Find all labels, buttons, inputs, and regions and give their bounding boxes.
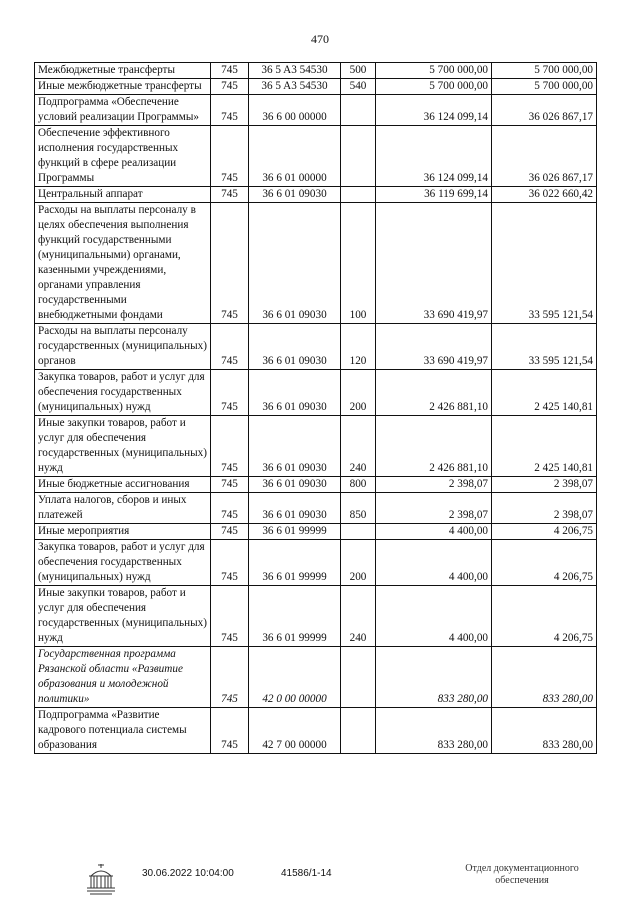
footer-department-line2: обеспечения — [495, 875, 549, 886]
row-expense-type — [341, 647, 376, 708]
row-amount-plan: 2 426 881,10 — [376, 370, 492, 416]
row-amount-actual: 2 425 140,81 — [492, 416, 597, 477]
row-expense-type — [341, 126, 376, 187]
row-amount-plan: 2 426 881,10 — [376, 416, 492, 477]
row-amount-plan: 833 280,00 — [376, 708, 492, 754]
row-name: Государственная программа Рязанской области «Развитие образования и молодежной политики» — [35, 647, 211, 708]
row-amount-actual: 4 206,75 — [492, 524, 597, 540]
row-expense-type — [341, 708, 376, 754]
row-amount-actual: 4 206,75 — [492, 540, 597, 586]
row-amount-actual: 2 398,07 — [492, 493, 597, 524]
row-expense-type: 800 — [341, 477, 376, 493]
table-row — [35, 540, 597, 586]
row-amount-plan: 2 398,07 — [376, 493, 492, 524]
row-name: Подпрограмма «Обеспечение условий реализации Программы» — [35, 95, 211, 126]
row-name: Расходы на выплаты персоналу государственных (муниципальных) органов — [35, 324, 211, 370]
row-amount-actual: 33 595 121,54 — [492, 203, 597, 324]
table-row — [35, 324, 597, 370]
row-amount-actual: 36 022 660,42 — [492, 187, 597, 203]
row-amount-plan: 33 690 419,97 — [376, 324, 492, 370]
row-expense-type: 100 — [341, 203, 376, 324]
row-expense-type: 200 — [341, 540, 376, 586]
page-number: 470 — [311, 32, 329, 46]
row-name: Закупка товаров, работ и услуг для обеспечения государственных (муниципальных) нужд — [35, 540, 211, 586]
row-amount-plan: 2 398,07 — [376, 477, 492, 493]
row-target-code: 36 6 00 00000 — [249, 95, 341, 126]
row-ministry-code: 745 — [211, 524, 249, 540]
row-name: Подпрограмма «Развитие кадрового потенциала системы образования — [35, 708, 211, 754]
row-ministry-code: 745 — [211, 203, 249, 324]
row-name: Иные закупки товаров, работ и услуг для обеспечения государственных (муниципальных) нужд — [35, 586, 211, 647]
table-row — [35, 477, 597, 493]
row-amount-actual: 5 700 000,00 — [492, 63, 597, 79]
row-expense-type: 850 — [341, 493, 376, 524]
row-name: Иные закупки товаров, работ и услуг для обеспечения государственных (муниципальных) нужд — [35, 416, 211, 477]
row-amount-actual: 36 026 867,17 — [492, 126, 597, 187]
row-target-code: 42 7 00 00000 — [249, 708, 341, 754]
row-amount-actual: 33 595 121,54 — [492, 324, 597, 370]
row-name: Обеспечение эффективного исполнения государственных функций в сфере реализации Программы — [35, 126, 211, 187]
row-amount-plan: 36 124 099,14 — [376, 95, 492, 126]
row-ministry-code: 745 — [211, 370, 249, 416]
footer-date: 30.06.2022 10:04:00 — [142, 868, 234, 879]
row-amount-plan: 4 400,00 — [376, 586, 492, 647]
table-row — [35, 63, 597, 79]
row-ministry-code: 745 — [211, 95, 249, 126]
row-name: Расходы на выплаты персоналу в целях обеспечения выполнения функций государственными (муниципальными) органами, казенными учреждениями, органами управления государственными внебюджетными фондами — [35, 203, 211, 324]
government-building-icon — [84, 862, 118, 896]
row-amount-plan: 5 700 000,00 — [376, 79, 492, 95]
row-amount-actual: 5 700 000,00 — [492, 79, 597, 95]
row-amount-actual: 36 026 867,17 — [492, 95, 597, 126]
row-amount-plan: 833 280,00 — [376, 647, 492, 708]
row-target-code: 42 0 00 00000 — [249, 647, 341, 708]
row-target-code: 36 6 01 99999 — [249, 586, 341, 647]
row-ministry-code: 745 — [211, 79, 249, 95]
row-target-code: 36 6 01 09030 — [249, 416, 341, 477]
row-ministry-code: 745 — [211, 708, 249, 754]
table-row — [35, 708, 597, 754]
row-expense-type: 540 — [341, 79, 376, 95]
row-expense-type — [341, 95, 376, 126]
row-ministry-code: 745 — [211, 126, 249, 187]
row-name: Иные мероприятия — [35, 524, 211, 540]
row-ministry-code: 745 — [211, 540, 249, 586]
row-name: Межбюджетные трансферты — [35, 63, 211, 79]
table-row — [35, 647, 597, 708]
row-name: Закупка товаров, работ и услуг для обеспечения государственных (муниципальных) нужд — [35, 370, 211, 416]
table-row — [35, 203, 597, 324]
row-expense-type — [341, 187, 376, 203]
row-ministry-code: 745 — [211, 493, 249, 524]
row-amount-actual: 833 280,00 — [492, 647, 597, 708]
row-target-code: 36 6 01 99999 — [249, 540, 341, 586]
table-row — [35, 126, 597, 187]
table-row — [35, 493, 597, 524]
table-body — [35, 63, 597, 754]
row-amount-actual: 4 206,75 — [492, 586, 597, 647]
footer-department — [442, 863, 602, 887]
row-amount-plan: 4 400,00 — [376, 524, 492, 540]
row-amount-plan: 36 124 099,14 — [376, 126, 492, 187]
row-amount-plan: 33 690 419,97 — [376, 203, 492, 324]
row-ministry-code: 745 — [211, 586, 249, 647]
table-row — [35, 187, 597, 203]
table-row — [35, 524, 597, 540]
row-target-code: 36 6 01 00000 — [249, 126, 341, 187]
row-ministry-code: 745 — [211, 63, 249, 79]
row-name: Иные межбюджетные трансферты — [35, 79, 211, 95]
budget-table — [34, 62, 597, 754]
row-ministry-code: 745 — [211, 416, 249, 477]
row-target-code: 36 5 A3 54530 — [249, 63, 341, 79]
row-amount-plan: 4 400,00 — [376, 540, 492, 586]
row-amount-actual: 2 425 140,81 — [492, 370, 597, 416]
row-target-code: 36 6 01 09030 — [249, 493, 341, 524]
table-row — [35, 79, 597, 95]
row-target-code: 36 6 01 09030 — [249, 187, 341, 203]
row-target-code: 36 6 01 09030 — [249, 203, 341, 324]
footer-doc-number: 41586/1-14 — [281, 868, 332, 879]
footer-department-line1: Отдел документационного — [465, 863, 579, 874]
row-expense-type: 240 — [341, 416, 376, 477]
table-row — [35, 416, 597, 477]
row-target-code: 36 5 A3 54530 — [249, 79, 341, 95]
row-name: Уплата налогов, сборов и иных платежей — [35, 493, 211, 524]
table-row — [35, 370, 597, 416]
row-name: Иные бюджетные ассигнования — [35, 477, 211, 493]
row-ministry-code: 745 — [211, 477, 249, 493]
row-expense-type: 500 — [341, 63, 376, 79]
row-name: Центральный аппарат — [35, 187, 211, 203]
row-expense-type: 120 — [341, 324, 376, 370]
row-expense-type: 200 — [341, 370, 376, 416]
row-target-code: 36 6 01 99999 — [249, 524, 341, 540]
row-target-code: 36 6 01 09030 — [249, 370, 341, 416]
table-row — [35, 95, 597, 126]
row-amount-plan: 5 700 000,00 — [376, 63, 492, 79]
row-ministry-code: 745 — [211, 647, 249, 708]
row-target-code: 36 6 01 09030 — [249, 477, 341, 493]
row-expense-type — [341, 524, 376, 540]
row-ministry-code: 745 — [211, 187, 249, 203]
row-amount-actual: 2 398,07 — [492, 477, 597, 493]
footer — [0, 862, 640, 902]
row-expense-type: 240 — [341, 586, 376, 647]
row-ministry-code: 745 — [211, 324, 249, 370]
table-row — [35, 586, 597, 647]
row-amount-plan: 36 119 699,14 — [376, 187, 492, 203]
row-amount-actual: 833 280,00 — [492, 708, 597, 754]
row-target-code: 36 6 01 09030 — [249, 324, 341, 370]
